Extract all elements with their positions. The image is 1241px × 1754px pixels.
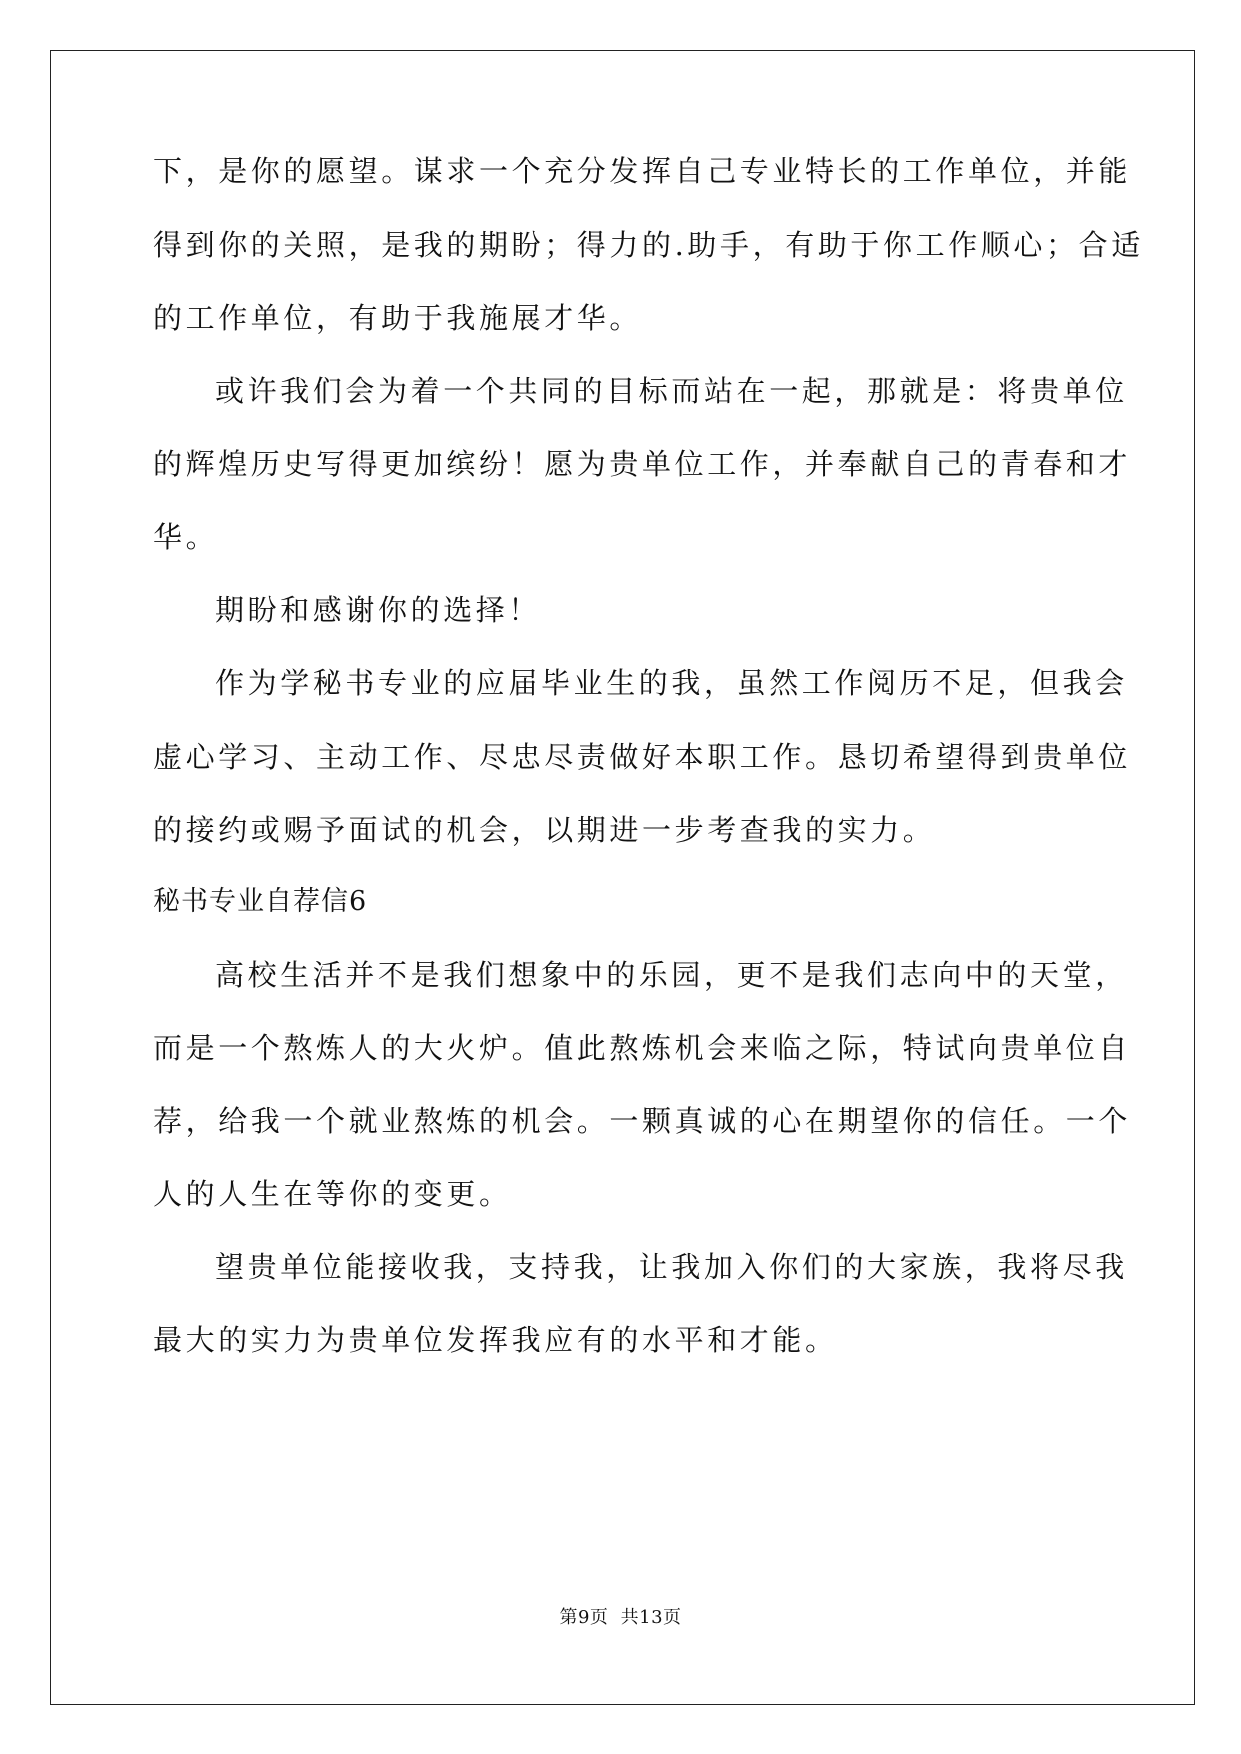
body-text-line: 最大的实力为贵单位发挥我应有的水平和才能。 [153, 1323, 838, 1357]
body-text-line: 人的人生在等你的变更。 [153, 1177, 512, 1211]
body-text-line: 虚心学习、主动工作、尽忠尽责做好本职工作。恳切希望得到贵单位 [153, 740, 1132, 774]
page-footer [0, 1606, 1241, 1630]
section-heading: 秘书专业自荐信6 [153, 886, 368, 917]
body-text-line: 的工作单位，有助于我施展才华。 [153, 301, 643, 335]
page-number: 第9页 [559, 1607, 609, 1628]
body-text-line: 作为学秘书专业的应届毕业生的我，虽然工作阅历不足，但我会 [215, 666, 1128, 700]
body-text-line: 华。 [153, 520, 219, 554]
body-text-line: 或许我们会为着一个共同的目标而站在一起，那就是：将贵单位 [215, 374, 1128, 408]
body-text-line: 得到你的关照，是我的期盼；得力的.助手，有助于你工作顺心；合适 [153, 228, 1144, 262]
page-total: 共13页 [620, 1607, 682, 1628]
body-text-line: 荐，给我一个就业熬炼的机会。一颗真诚的心在期望你的信任。一个 [153, 1104, 1132, 1138]
body-text-line: 高校生活并不是我们想象中的乐园，更不是我们志向中的天堂， [215, 958, 1128, 992]
body-text-line: 而是一个熬炼人的大火炉。值此熬炼机会来临之际，特试向贵单位自 [153, 1031, 1132, 1065]
body-text-line: 望贵单位能接收我，支持我，让我加入你们的大家族，我将尽我 [215, 1250, 1128, 1284]
body-text-line: 的接约或赐予面试的机会，以期进一步考查我的实力。 [153, 813, 936, 847]
body-text-line: 下，是你的愿望。谋求一个充分发挥自己专业特长的工作单位，并能 [153, 154, 1132, 188]
body-text-line: 的辉煌历史写得更加缤纷！愿为贵单位工作，并奉献自己的青春和才 [153, 447, 1132, 481]
body-text-line: 期盼和感谢你的选择！ [215, 593, 542, 627]
